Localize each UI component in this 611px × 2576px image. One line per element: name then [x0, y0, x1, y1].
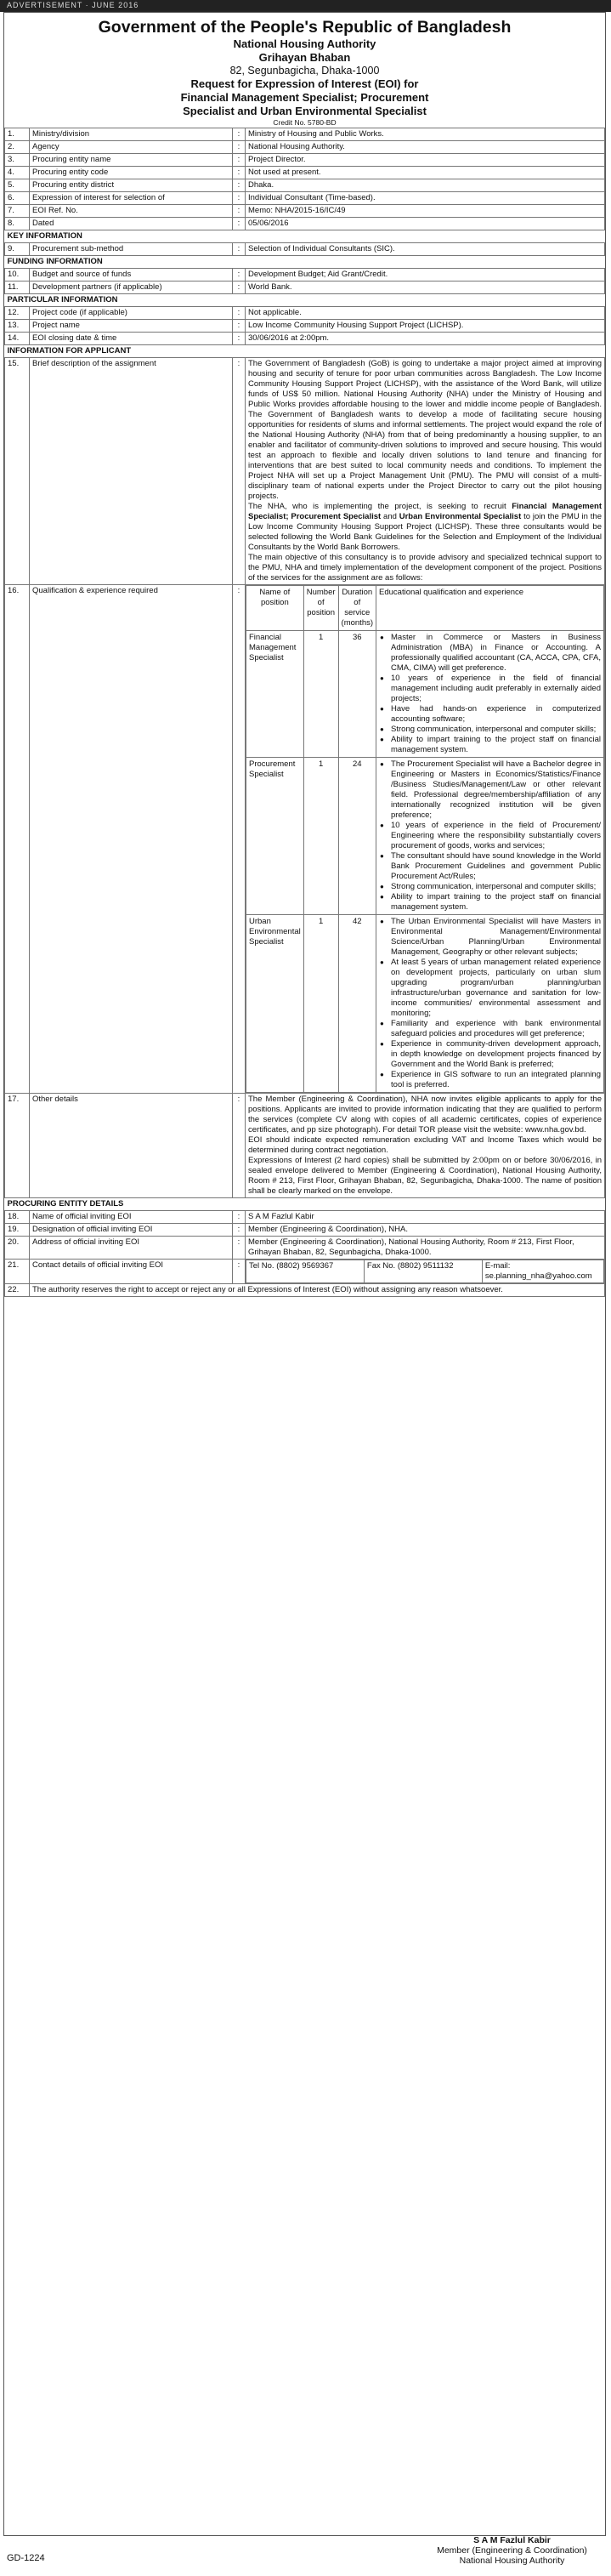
row-number: 6. — [5, 192, 30, 205]
position-row — [246, 915, 604, 1093]
row-number: 3. — [5, 154, 30, 167]
row-colon: : — [233, 320, 246, 333]
qualification-table — [246, 585, 604, 1093]
info-row — [5, 141, 605, 154]
row-label: Other details — [30, 1094, 233, 1198]
row-number: 5. — [5, 179, 30, 192]
contact-details — [246, 1260, 605, 1284]
row-number: 1. — [5, 128, 30, 141]
row-value: Low Income Community Housing Support Project (LICHSP). — [246, 320, 605, 333]
qualification-item: ● Experience in GIS software to run an integrated planning tool is preferred. — [391, 1070, 601, 1090]
qualification-item: ● Strong communication, interpersonal and computer skills; — [391, 725, 601, 735]
info-row — [5, 281, 605, 294]
info-row — [5, 243, 605, 256]
info-row — [5, 179, 605, 192]
building-name: Grihayan Bhaban — [258, 51, 351, 64]
row-17 — [5, 1094, 605, 1198]
fax-number: Fax No. (8802) 9511132 — [364, 1260, 482, 1283]
section-applicant-information: INFORMATION FOR APPLICANT — [5, 345, 605, 358]
info-row — [5, 307, 605, 320]
signatory-organization: National Housing Authority — [459, 2556, 565, 2566]
eoi-info-table — [4, 128, 605, 1297]
row-label: Agency — [30, 141, 233, 154]
qualification-item: ● Master in Commerce or Masters in Business Administration (MBA) in Finance or Accounting. A professionally qualified accountant (CA, ACCA, CPA, CFA, CMA, CIMA) will get preference. — [391, 633, 601, 674]
row-number: 11. — [5, 281, 30, 294]
row-value: National Housing Authority. — [246, 141, 605, 154]
qualification-header-cell: Name of position — [246, 586, 304, 631]
info-row — [5, 167, 605, 179]
footer-code: GD-1224 — [7, 2553, 45, 2563]
row-colon: : — [233, 1260, 246, 1284]
qualification-item: ● 10 years of experience in the field of Procurement/ Engineering where the responsibility substantially covers procurement of goods, works and services; — [391, 821, 601, 851]
row-label: Brief description of the assignment — [30, 358, 233, 585]
section-particular-information: PARTICULAR INFORMATION — [5, 294, 605, 307]
row-colon: : — [233, 192, 246, 205]
eoi-document — [3, 12, 606, 2536]
position-qualifications — [376, 915, 604, 1093]
qualification-header-cell: Duration of service (months) — [338, 586, 376, 631]
signature-block — [416, 2535, 608, 2566]
row-value: World Bank. — [246, 281, 605, 294]
other-details — [246, 1094, 605, 1198]
info-row — [5, 192, 605, 205]
qualification-item: ● Have had hands-on experience in computerized accounting software; — [391, 704, 601, 725]
row-colon: : — [233, 281, 246, 294]
description-paragraph-1: The Government of Bangladesh (GoB) is going to undertake a major project aimed at improving housing and security of tenure for poor urban communities across Bangladesh. The Low Income Community Housing Support Project (LICHSP), with the assistance of the Word Bank, will utilize funds of US$ 50 million. National Housing Authority (NHA) under the Ministry of Housing and Public Works provides affordable housing to the lower and middle income people of Bangladesh. The Government of Bangladesh wants to develop a mode of facilitating secure housing opportunities for residents of slums and informal settlements. The project would expand the role of the National Housing Authority (NHA) from that of being predominantly a housing supplier, to an enabler and facilitator of community-driven solutions to improved and secure housing. This would test an approach to flexible and locally driven solutions to land tenure and financing for interventions that are best suited to local community needs and conditions. To implement the Project NHA will set up a Project Management Unit (PMU). The PMU will consist of a multi-disciplinary team of national experts under the Project Director to carry out the pilot housing projects. — [248, 359, 602, 501]
row-value: Individual Consultant (Time-based). — [246, 192, 605, 205]
agency-address: 82, Segunbagicha, Dhaka-1000 — [229, 65, 380, 77]
row-colon: : — [233, 585, 246, 1094]
row-number: 12. — [5, 307, 30, 320]
row-value: Not used at present. — [246, 167, 605, 179]
info-row — [5, 269, 605, 281]
row-number: 13. — [5, 320, 30, 333]
government-title: Government of the People's Republic of Bangladesh — [98, 18, 512, 37]
row-colon: : — [233, 167, 246, 179]
row-number: 21. — [5, 1260, 30, 1284]
row-number: 4. — [5, 167, 30, 179]
qualification-header-cell: Number of position — [303, 586, 338, 631]
assignment-description — [246, 358, 605, 585]
description-paragraph-3: The main objective of this consultancy is to provide advisory and specialized technical support to the PMU, NHA and timely implementation of the development component of the project. Positions of the services for the assignment are as follows: — [248, 553, 602, 583]
row-label: Designation of official inviting EOI — [30, 1224, 233, 1237]
row-colon: : — [233, 179, 246, 192]
row-colon: : — [233, 154, 246, 167]
row-colon: : — [233, 333, 246, 345]
qualification-list — [379, 633, 601, 755]
qualification-item: ● Ability to impart training to the project staff on financial management system. — [391, 892, 601, 913]
row-number: 16. — [5, 585, 30, 1094]
info-row — [5, 154, 605, 167]
top-strip — [0, 0, 611, 12]
telephone-number: Tel No. (8802) 9569367 — [246, 1260, 365, 1283]
info-row — [5, 333, 605, 345]
row-21 — [5, 1260, 605, 1284]
qualification-item: ● The Procurement Specialist will have a Bachelor degree in Engineering or Masters in Economics/Statistics/Finance /Business Studies/Management/Law or other relevant field. Professional degree/membership/affiliation of any internationally recognized institution will be given preference; — [391, 759, 601, 821]
row-colon: : — [233, 1211, 246, 1224]
row-label: EOI Ref. No. — [30, 205, 233, 218]
credit-number: Credit No. 5780-BD — [273, 118, 337, 127]
row-value: Not applicable. — [246, 307, 605, 320]
row-number: 19. — [5, 1224, 30, 1237]
position-duration: 24 — [338, 758, 376, 915]
qualification-list — [379, 759, 601, 913]
row-value: Development Budget; Aid Grant/Credit. — [246, 269, 605, 281]
position-duration: 42 — [338, 915, 376, 1093]
document-header — [4, 13, 605, 128]
row-number: 10. — [5, 269, 30, 281]
qualification-item: ● Ability to impart training to the project staff on financial management system. — [391, 735, 601, 755]
row-label: Name of official inviting EOI — [30, 1211, 233, 1224]
row-number: 15. — [5, 358, 30, 585]
qualification-item: ● Strong communication, interpersonal and computer skills; — [391, 882, 601, 892]
agency-name: National Housing Authority — [233, 37, 376, 50]
row-colon: : — [233, 1094, 246, 1198]
row-label: Qualification & experience required — [30, 585, 233, 1094]
row-15 — [5, 358, 605, 585]
row-colon: : — [233, 269, 246, 281]
section-procuring-entity: PROCURING ENTITY DETAILS — [5, 1198, 605, 1211]
signatory-designation: Member (Engineering & Coordination) — [437, 2545, 587, 2556]
row-label: Procuring entity code — [30, 167, 233, 179]
row-number: 8. — [5, 218, 30, 230]
position-qualifications — [376, 758, 604, 915]
position-count: 1 — [303, 631, 338, 758]
strip-text: ADVERTISEMENT · JUNE 2016 — [7, 1, 139, 9]
row-label: Budget and source of funds — [30, 269, 233, 281]
row-label: Dated — [30, 218, 233, 230]
row-colon: : — [233, 307, 246, 320]
request-line-3: Specialist and Urban Environmental Specialist — [183, 105, 427, 117]
section-key-information: KEY INFORMATION — [5, 230, 605, 243]
other-details-paragraph-1: The Member (Engineering & Coordination), NHA now invites eligible applicants to apply for the positions. Applicants are invited to provide information indicating that they are qualified to perform the services (complete CV along with copies of all academic certificates, copies of experience certificates, and pp size photograph). For detail TOR please visit the website: www.nha.gov.bd. — [248, 1095, 602, 1134]
row-number: 2. — [5, 141, 30, 154]
row-value: Dhaka. — [246, 179, 605, 192]
section-funding-information: FUNDING INFORMATION — [5, 256, 605, 269]
qualification-item: ● Familiarity and experience with bank environmental safeguard policies and procedures will get preference; — [391, 1019, 601, 1039]
row-number: 20. — [5, 1237, 30, 1260]
description-paragraph-2: The NHA, who is implementing the project, is seeking to recruit Financial Management Specialist; Procurement Specialist and Urban Environmental Specialist to join the PMU in the Low Income Community Housing Support Project (LICHSP). These three consultants would be selected following the World Bank Guidelines for the Selection and Employment of the Individual Consultants by the World Bank Borrowers. — [248, 502, 602, 552]
row-colon: : — [233, 243, 246, 256]
info-row — [5, 205, 605, 218]
position-name: Procurement Specialist — [246, 758, 304, 915]
info-row — [5, 128, 605, 141]
row-value: Member (Engineering & Coordination), NHA. — [246, 1224, 605, 1237]
row-number: 9. — [5, 243, 30, 256]
authority-reservation: The authority reserves the right to accept or reject any or all Expressions of Interest (EOI) without assigning any reason whatsoever. — [30, 1284, 605, 1297]
row-16 — [5, 585, 605, 1094]
row-number: 7. — [5, 205, 30, 218]
request-line-2: Financial Management Specialist; Procurement — [180, 91, 429, 104]
row-22 — [5, 1284, 605, 1297]
position-name: Financial Management Specialist — [246, 631, 304, 758]
qualification-item: ● The Urban Environmental Specialist will have Masters in Environmental Management/Environmental Science/Urban Planning/Urban Environmental Management, Geography or other relevant subjects; — [391, 917, 601, 958]
row-colon: : — [233, 128, 246, 141]
position-qualifications — [376, 631, 604, 758]
qualification-cell — [246, 585, 605, 1094]
position-count: 1 — [303, 915, 338, 1093]
row-colon: : — [233, 205, 246, 218]
row-number: 22. — [5, 1284, 30, 1297]
info-row — [5, 218, 605, 230]
qualification-list — [379, 917, 601, 1090]
qualification-item: ● 10 years of experience in the field of financial management including audit preferably in externally aided projects; — [391, 674, 601, 704]
row-label: Address of official inviting EOI — [30, 1237, 233, 1260]
row-label: Project code (if applicable) — [30, 307, 233, 320]
row-label: Expression of interest for selection of — [30, 192, 233, 205]
row-label: Project name — [30, 320, 233, 333]
qualification-header-cell: Educational qualification and experience — [376, 586, 604, 631]
row-colon: : — [233, 141, 246, 154]
other-details-paragraph-3: Expressions of Interest (2 hard copies) shall be submitted by 2:00pm on or before 30/06/2016, in sealed envelope delivered to Member (Engineering & Coordination), National Housing Authority, Room # 213, First Floor, Grihayan Bhaban, 82, Segunbagicha, Dhaka-1000. The name of position shall be clearly marked on the envelope. — [248, 1156, 602, 1196]
row-value: S A M Fazlul Kabir — [246, 1211, 605, 1224]
row-value: Member (Engineering & Coordination), National Housing Authority, Room # 213, First Floor, Grihayan Bhaban, 82, Segunbagicha, Dhaka-1000. — [246, 1237, 605, 1260]
row-label: Ministry/division — [30, 128, 233, 141]
qualification-item: ● Experience in community-driven development approach, in depth knowledge on development projects financed by Government and the World Bank is preferred; — [391, 1039, 601, 1070]
contact-table — [246, 1260, 604, 1283]
row-value: Ministry of Housing and Public Works. — [246, 128, 605, 141]
signatory-name: S A M Fazlul Kabir — [473, 2535, 551, 2545]
row-label: Development partners (if applicable) — [30, 281, 233, 294]
row-label: EOI closing date & time — [30, 333, 233, 345]
info-row — [5, 320, 605, 333]
row-value: Selection of Individual Consultants (SIC). — [246, 243, 605, 256]
position-count: 1 — [303, 758, 338, 915]
row-colon: : — [233, 358, 246, 585]
other-details-paragraph-2: EOI should indicate expected remuneration excluding VAT and Income Taxes which would be determined during contract negotiation. — [248, 1135, 602, 1155]
row-number: 14. — [5, 333, 30, 345]
row-value: 05/06/2016 — [246, 218, 605, 230]
row-label: Procurement sub-method — [30, 243, 233, 256]
row-value: Project Director. — [246, 154, 605, 167]
position-row — [246, 631, 604, 758]
position-row — [246, 758, 604, 915]
row-colon: : — [233, 1224, 246, 1237]
row-number: 18. — [5, 1211, 30, 1224]
request-line-1: Request for Expression of Interest (EOI) for — [190, 77, 419, 90]
email-address[interactable]: E-mail: se.planning_nha@yahoo.com — [482, 1260, 603, 1283]
qualification-header-row — [246, 586, 604, 631]
info-row — [5, 1211, 605, 1224]
info-row — [5, 1224, 605, 1237]
row-colon: : — [233, 218, 246, 230]
row-number: 17. — [5, 1094, 30, 1198]
row-value: Memo: NHA/2015-16/IC/49 — [246, 205, 605, 218]
row-label: Procuring entity district — [30, 179, 233, 192]
position-name: Urban Environmental Specialist — [246, 915, 304, 1093]
qualification-item: ● At least 5 years of urban management related experience on development projects, particularly on urban slum upgrading program/urban planning/urban infrastructure/urban governance and sanitation for low-income communities/ environmental assessment and monitoring; — [391, 958, 601, 1019]
row-value: 30/06/2016 at 2:00pm. — [246, 333, 605, 345]
row-label: Contact details of official inviting EOI — [30, 1260, 233, 1284]
row-colon: : — [233, 1237, 246, 1260]
qualification-item: ● The consultant should have sound knowledge in the World Bank Procurement Guidelines and government Public Procurement Act/Rules; — [391, 851, 601, 882]
info-row — [5, 1237, 605, 1260]
row-label: Procuring entity name — [30, 154, 233, 167]
position-duration: 36 — [338, 631, 376, 758]
